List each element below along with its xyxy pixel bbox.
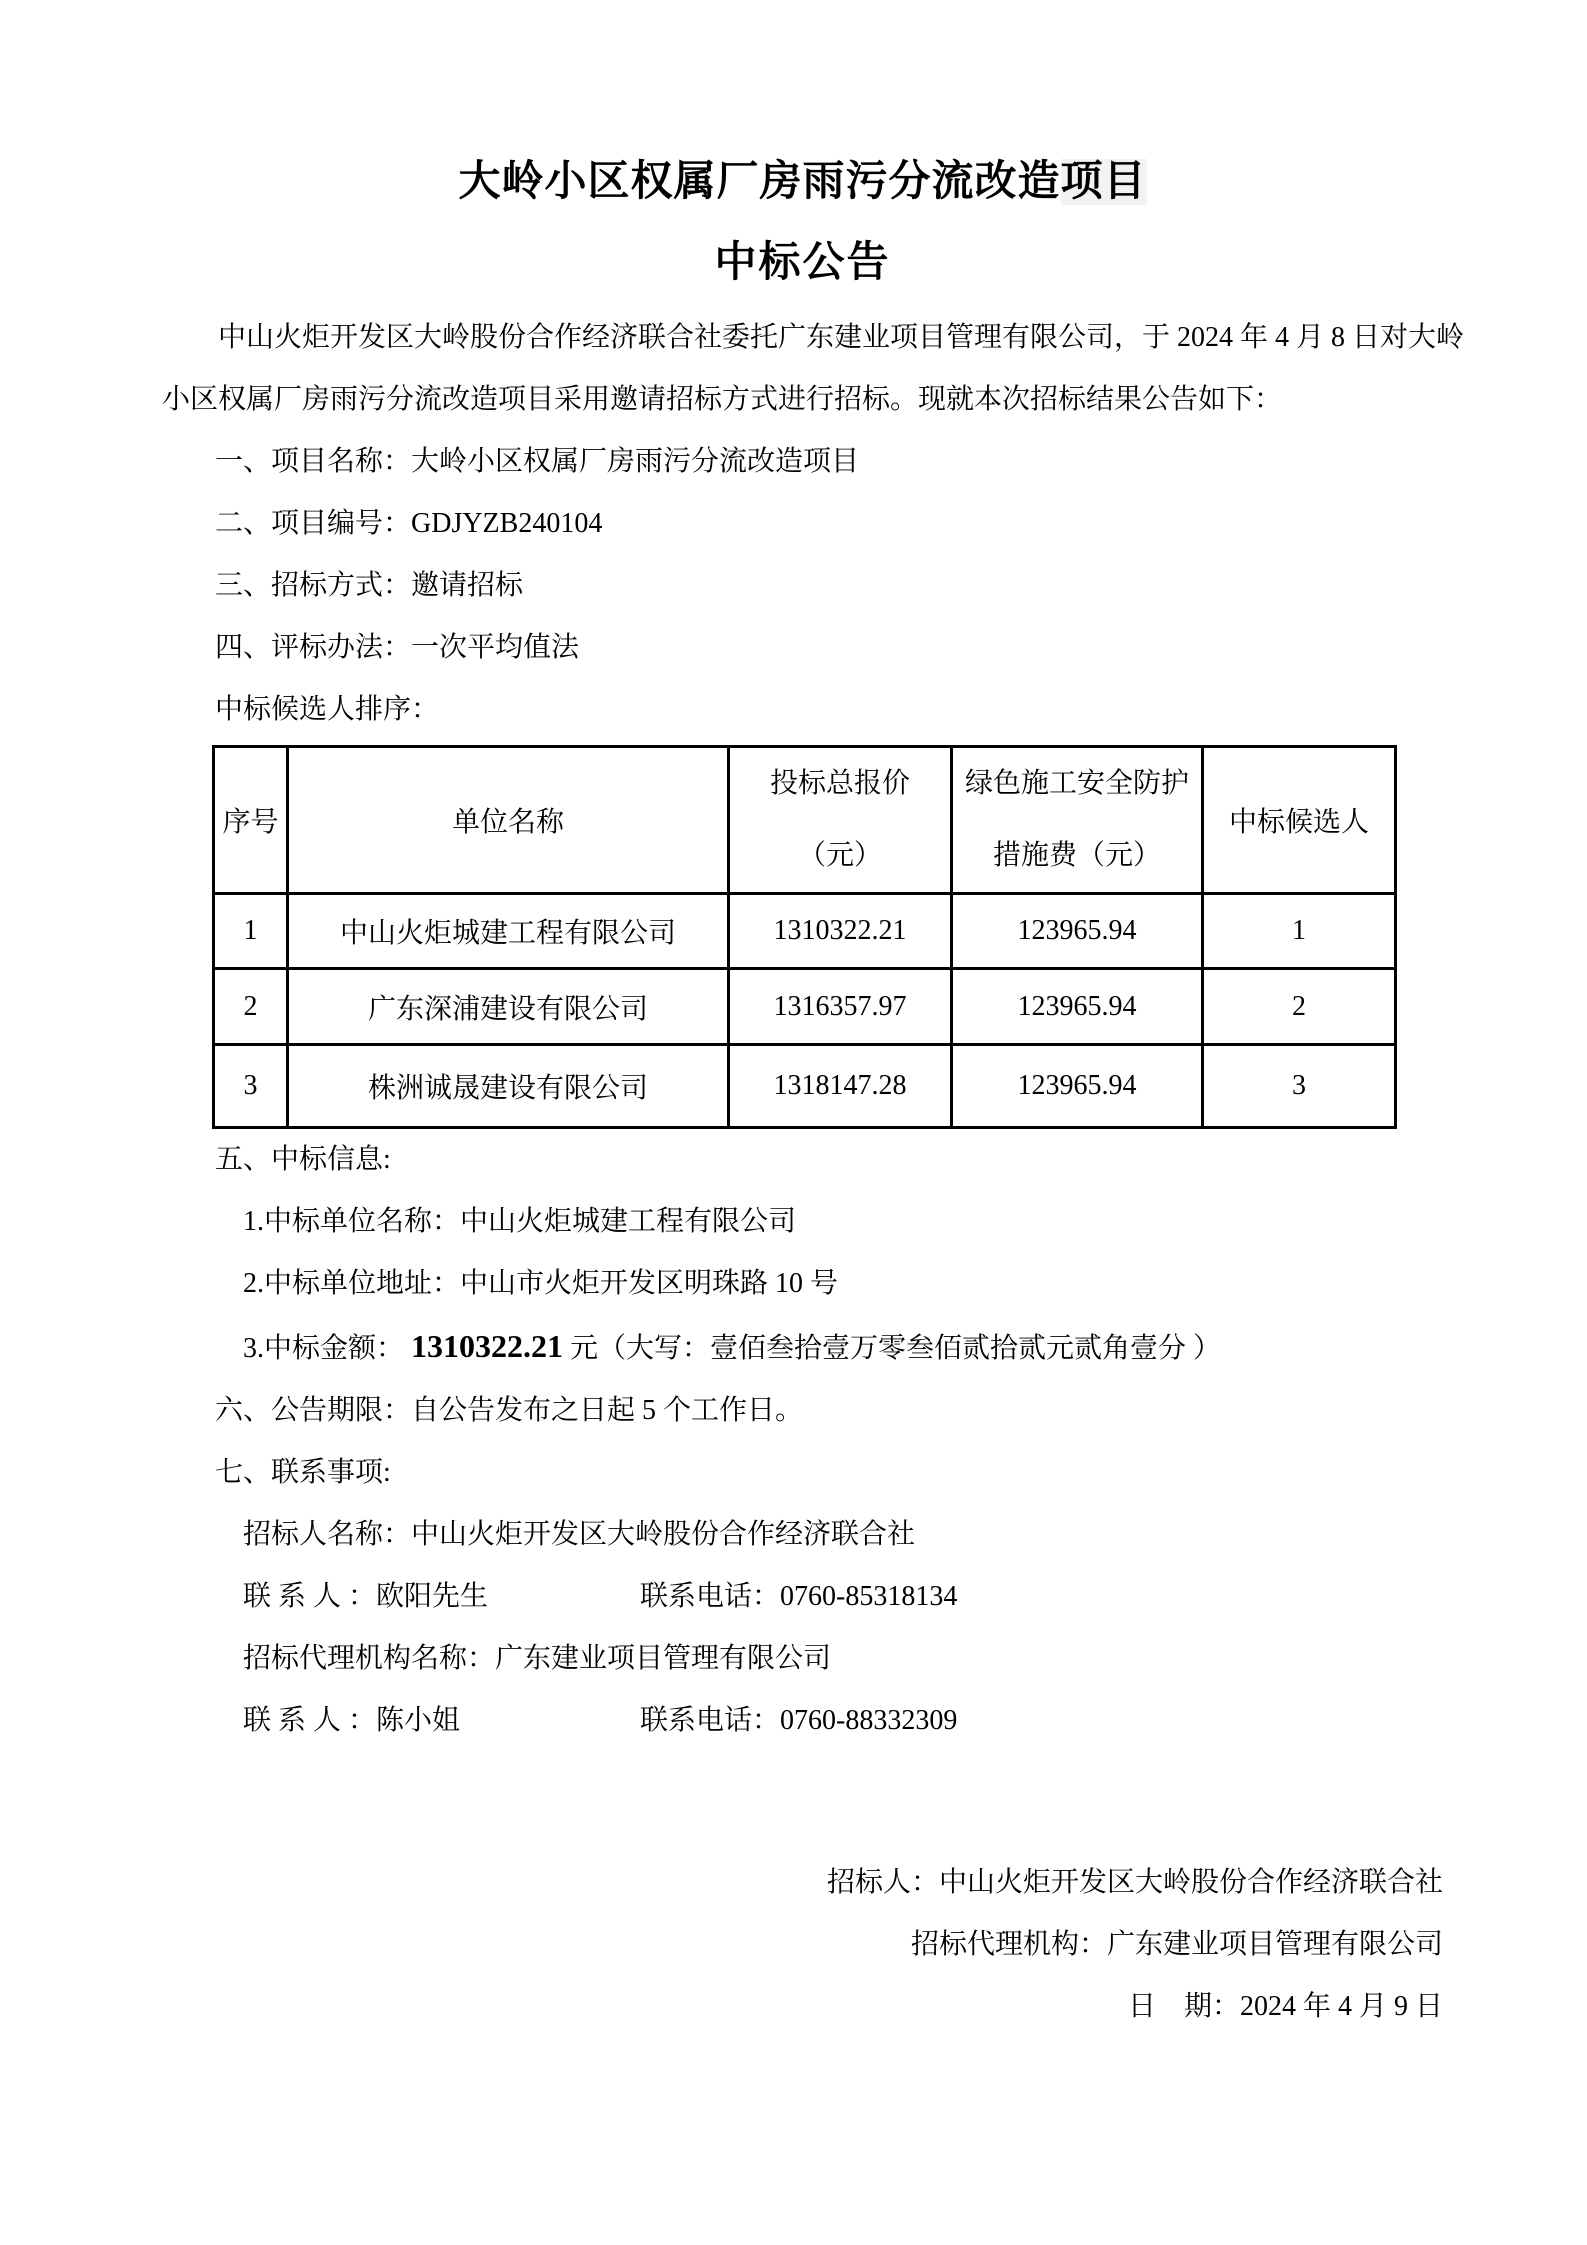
contact1-name: 联 系 人 ：欧阳先生 — [243, 1581, 489, 1612]
cell-bid: 1310322.21 — [729, 894, 952, 969]
header-bid-line1: 投标总报价 — [769, 768, 910, 799]
footer-date: 日 期：2024 年 4 月 9 日 — [1127, 1991, 1443, 2022]
agency-name: 招标代理机构名称：广东建业项目管理有限公司 — [243, 1643, 832, 1674]
cell-bid: 1318147.28 — [729, 1045, 952, 1128]
ranking-label: 中标候选人排序： — [215, 694, 440, 725]
intro-line-1: 中山火炬开发区大岭股份合作经济联合社委托广东建业项目管理有限公司，于 2024 年 4 月 8 日对大岭 — [218, 322, 1465, 353]
award-amount-prefix: 3.中标金额： — [243, 1333, 412, 1364]
award-amount-value: 1310322.21 — [411, 1328, 564, 1364]
table-header-row — [214, 747, 1396, 894]
award-info-section — [162, 1129, 1443, 1752]
header-green-fee — [952, 747, 1203, 894]
cell-rank: 1 — [1203, 894, 1396, 969]
table-row — [214, 1045, 1396, 1128]
contact2-line — [162, 1690, 1443, 1752]
cell-seq: 2 — [214, 969, 288, 1045]
cell-company: 中山火炬城建工程有限公司 — [288, 894, 729, 969]
table-row — [214, 894, 1396, 969]
award-heading: 五、中标信息: — [215, 1144, 391, 1175]
header-bid-line2: （元） — [797, 840, 882, 871]
page-title-main: 大岭小区权属厂房雨污分流改造 — [458, 159, 1061, 205]
item-evaluation-method: 四、评标办法：一次平均值法 — [215, 632, 580, 663]
page-title — [162, 0, 1443, 204]
contact1-line — [162, 1566, 1443, 1628]
cell-bid: 1316357.97 — [729, 969, 952, 1045]
contact-heading: 七、联系事项: — [215, 1457, 391, 1488]
item-tender-method: 三、招标方式：邀请招标 — [215, 570, 524, 601]
contact2-phone: 联系电话：0760-88332309 — [640, 1705, 958, 1736]
header-seq: 序号 — [214, 747, 288, 894]
notice-period: 六、公告期限：自公告发布之日起 5 个工作日。 — [215, 1395, 804, 1426]
table-row — [214, 969, 1396, 1045]
intro-line-2: 小区权属厂房雨污分流改造项目采用邀请招标方式进行招标。现就本次招标结果公告如下： — [162, 384, 1283, 415]
header-company: 单位名称 — [288, 747, 729, 894]
header-bid-total — [729, 747, 952, 894]
footer-agency: 招标代理机构：广东建业项目管理有限公司 — [910, 1929, 1443, 1960]
tenderer-name: 招标人名称：中山火炬开发区大岭股份合作经济联合社 — [243, 1519, 916, 1550]
header-candidate: 中标候选人 — [1203, 747, 1396, 894]
numbered-items — [162, 431, 1443, 741]
cell-seq: 3 — [214, 1045, 288, 1128]
award-amount-suffix: 元（大写：壹佰叁拾壹万零叁佰贰拾贰元贰角壹分 ） — [563, 1333, 1222, 1364]
cell-seq: 1 — [214, 894, 288, 969]
cell-rank: 2 — [1203, 969, 1396, 1045]
cell-green: 123965.94 — [952, 894, 1203, 969]
cell-company: 广东深浦建设有限公司 — [288, 969, 729, 1045]
header-green-line2: 措施费（元） — [992, 840, 1161, 871]
page-subtitle: 中标公告 — [714, 240, 891, 286]
item-project-code: 二、项目编号：GDJYZB240104 — [215, 508, 603, 539]
candidates-table — [212, 745, 1397, 1129]
contact2-name: 联 系 人 ：陈小姐 — [243, 1705, 461, 1736]
page-title-highlight: 项目 — [1060, 159, 1147, 205]
cell-green: 123965.94 — [952, 1045, 1203, 1128]
cell-green: 123965.94 — [952, 969, 1203, 1045]
cell-company: 株洲诚晟建设有限公司 — [288, 1045, 729, 1128]
award-winner-name: 1.中标单位名称：中山火炬城建工程有限公司 — [243, 1206, 797, 1237]
header-green-line1: 绿色施工安全防护 — [964, 768, 1189, 799]
award-winner-address: 2.中标单位地址：中山市火炬开发区明珠路 10 号 — [243, 1268, 839, 1299]
cell-rank: 3 — [1203, 1045, 1396, 1128]
footer-tenderer: 招标人：中山火炬开发区大岭股份合作经济联合社 — [826, 1867, 1443, 1898]
intro-paragraph — [162, 307, 1465, 431]
award-amount-line — [162, 1315, 1443, 1380]
item-project-name: 一、项目名称：大岭小区权属厂房雨污分流改造项目 — [215, 446, 860, 477]
contact1-phone: 联系电话：0760-85318134 — [640, 1581, 958, 1612]
signature-block — [162, 1852, 1443, 2038]
